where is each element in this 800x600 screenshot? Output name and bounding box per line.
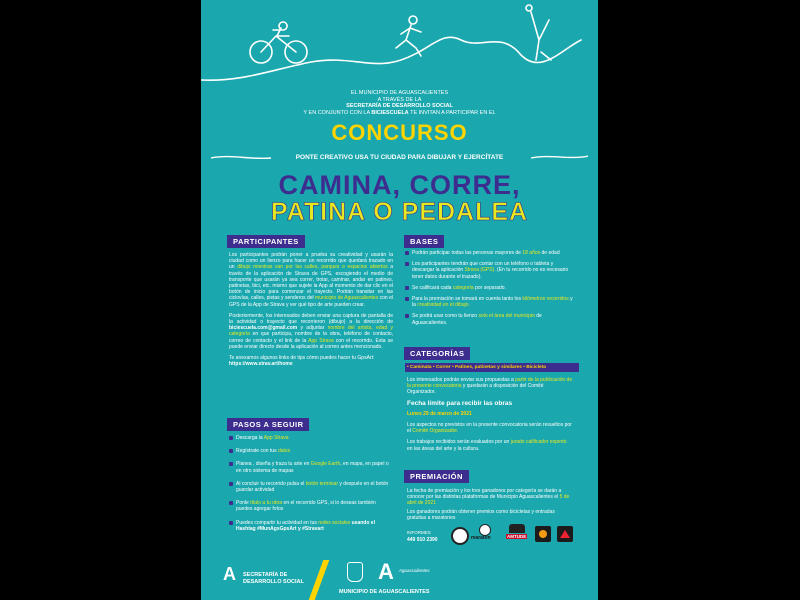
list-item (405, 296, 573, 308)
paso-text: Puedes compartir tu actividad en tus (236, 519, 319, 526)
list-item (229, 448, 393, 454)
list-item (405, 250, 573, 256)
paso-highlight: botón terminar (305, 480, 339, 487)
base-highlight: 18 años (522, 250, 541, 256)
contact-email[interactable]: biciescuela.com@gmail.com (229, 325, 298, 332)
participantes-text: con el recorrido. Esta se puede enviar directo desde la aplicación al correo antes mencionado. (229, 337, 393, 350)
footer-ags-text: Aguascalientes (399, 568, 430, 573)
paso-text: , en mapa, en papel o en otro sistema de mapas (236, 461, 389, 474)
intro-text (201, 90, 598, 116)
paso-highlight: datos (277, 448, 291, 455)
participantes-text: con el GPS de la App de Strava y ver qué tipo de arte pueden crear. (229, 295, 393, 308)
categorias-text: Los trabajos recibidos serán evaluados por un (407, 439, 511, 446)
base-highlight: creatividad en el dibujo. (417, 302, 470, 309)
paso-highlight: App Strava (263, 435, 289, 441)
footer-crest-icon (347, 562, 363, 582)
footer-municipio: MUNICIPIO DE AGUASCALIENTES (339, 589, 430, 595)
premiacion-body (407, 488, 573, 525)
paso-highlight: título a tu obra (250, 500, 283, 507)
pasos-list (229, 435, 393, 537)
participantes-highlight: dibujo mientras van por las calles, parques o espacios abiertos (237, 264, 388, 271)
paso-text: Planea , diseña y traza tu arte en (236, 461, 311, 468)
list-item (229, 435, 393, 441)
deadline-label: Fecha límite para recibir las obras (407, 399, 513, 407)
premiacion-text: La fecha de premiación y los tres ganadores por categoría se darán a conocer por las distintas plataformas de Municipio Aguascalientes el (407, 488, 562, 501)
base-text: y la (412, 296, 573, 309)
paso-highlight: redes sociales (318, 519, 351, 526)
base-text: Se calificará cada (412, 284, 453, 291)
footer-logo-a: A (223, 564, 236, 584)
paso-text: y después en el botón guardar actividad (236, 480, 389, 494)
sports-line-illustration (201, 0, 598, 90)
participantes-text: Podrán transitar en las ciclovías, calles, pistas y senderos del (229, 289, 394, 302)
informes-label: INFORMES (407, 530, 431, 535)
paso-text: Descarga la (236, 435, 264, 441)
participantes-text: Posteriormente, los interesados deben enviar una captura de pantalla de la actividad o trayecto que recorrieron (dibujo) a la dirección de (229, 312, 393, 326)
contest-title: CONCURSO (331, 120, 468, 145)
base-text: Los participantes tendrán que contar con un teléfono o tableta y descargar la aplicación (412, 261, 554, 274)
paso-text: Al concluir tu recorrido pulsa el (236, 480, 306, 487)
base-highlight: categoría (452, 284, 474, 291)
premiacion-text: Los ganadores podrán obtener premios como bicicletas y entradas gratuitas a maratones (407, 508, 555, 521)
list-item (405, 313, 573, 325)
deadline-date: Lunes 29 de marzo de 2021 (407, 410, 472, 417)
categorias-text: y quedarán a disposición del Comité Organizador. (407, 383, 544, 396)
categorias-text: Los aspectos no previstos en la presente convocatoria serán resueltos por el (407, 422, 572, 435)
footer-sec-line-2: DESARROLLO SOCIAL (243, 578, 304, 585)
participantes-body (229, 252, 393, 367)
subtitle: PONTE CREATIVO USA TU CIUDAD PARA DIBUJAR Y EJERCÍTATE (295, 154, 504, 161)
list-item (405, 261, 573, 280)
categorias-highlight: partir de la publicación de la presente convocatoria (407, 377, 573, 390)
categorias-text: en las áreas del arte y la cultura. (407, 445, 480, 452)
categorias-list: • Caminata • Correr • Patines, patinetas y similares • Bicicleta (405, 363, 579, 372)
base-text: por separado. (473, 284, 506, 291)
participantes-heading: PARTICIPANTES (227, 235, 305, 248)
intro-line-4b: BICIESCUELA (371, 109, 409, 116)
categorias-text: Los interesados podrán enviar sus propuestas a (407, 377, 516, 383)
participantes-text: Los participantes podrán poner a prueba su creatividad y usarán la ciudad como un lienzo para hacer un recorrido que quedará trazado en un (229, 252, 393, 271)
base-highlight: solo el área del municipio (478, 313, 535, 320)
strava-art-link[interactable]: https://www.strav.art/home (229, 361, 293, 368)
premiacion-heading: PREMIACIÓN (404, 470, 469, 483)
participantes-text: y adjuntar (297, 325, 328, 332)
footer-logo-a-2: A (378, 559, 394, 584)
participantes-text: a través de la aplicación de Strava de GPS, escogiendo el medio de transporte que usarán ya sea correr, trotar, caminar, andar en patines, patinetas, bici, etc. mismo que sujete la App al momento de dar clic en el botón de inicio para comenzar el trayecto. (229, 264, 394, 296)
headline-line-2: PATINA O PEDALEA (270, 198, 529, 226)
participantes-highlight: municipio de Aguascalientes (315, 295, 379, 302)
paso-highlight: Google Earth (310, 461, 341, 468)
amtude-icon (509, 524, 525, 533)
base-text: Se podrá usar como tu lienzo (412, 313, 479, 320)
base-text: de edad (540, 250, 560, 256)
paso-text: usando el Hashtag #MunAgsGpsArt y #Stravart (236, 519, 375, 532)
participantes-text: en que participa, nombre de la obra, teléfono de contacto, correo de contacto y el link de la (229, 331, 393, 344)
base-text: Para la premiación se tomará en cuenta tanto los (412, 296, 523, 303)
sponsor-logo-1 (451, 527, 469, 545)
informes-phone[interactable]: 449 910 2390 (407, 537, 438, 543)
participantes-highlight: App Strava (308, 337, 334, 344)
participantes-highlight: nombre del artista, edad y categoría (229, 325, 393, 338)
intro-line-4 (201, 110, 598, 117)
sponsor-logo-5 (557, 526, 573, 542)
base-text: Podrán participar todas las personas mayores de (412, 250, 523, 256)
intro-line-2: A TRAVÉS DE LA (377, 96, 422, 103)
categorias-body (407, 377, 573, 452)
base-highlight: Strava (GPS) (464, 267, 495, 274)
intro-line-4a: Y EN CONJUNTO CON LA (303, 109, 372, 116)
paso-text: Regístrate con tus (236, 448, 278, 455)
intro-line-3: SECRETARÍA DE DESARROLLO SOCIAL (346, 103, 453, 109)
poster (201, 0, 598, 600)
list-item (405, 285, 573, 291)
maraton-label: maraton (471, 535, 491, 541)
footer-sec-line-1: SECRETARÍA DE (243, 572, 288, 578)
categorias-heading: CATEGORÍAS (404, 347, 470, 360)
base-text: de Aguascalientes. (412, 313, 542, 326)
paso-text: Ponle (236, 500, 251, 507)
sponsor-logo-4 (535, 526, 551, 542)
headline-line-1: CAMINA, CORRE, (278, 170, 521, 200)
bases-heading: BASES (404, 235, 444, 248)
paso-text: en el recorrido GPS, si lo deseas también puedes agregar fotos (236, 500, 376, 513)
categorias-highlight: Comité Organizador. (412, 428, 459, 435)
base-text: . (En tu recorrido no es necesario tener datos durante el trazado). (412, 267, 569, 280)
footer-divider-stripe (309, 560, 330, 600)
amtude-label: AMTUDE (507, 534, 527, 539)
sponsor-logo-maraton (471, 524, 499, 542)
footer-secretaria (243, 572, 304, 585)
base-highlight: kilómetros recorridos (522, 296, 569, 303)
sponsor-logo-amtude (503, 524, 531, 542)
list-item (229, 461, 393, 473)
participantes-text: Te anexamos algunos links de tips cómo puedes hacer tu GpsArt: (229, 355, 375, 362)
list-item (229, 520, 393, 532)
premiacion-highlight: 5 de abril de 2021 (407, 494, 570, 507)
categorias-highlight: jurado calificador experto (510, 439, 567, 446)
pasos-heading: PASOS A SEGUIR (227, 418, 309, 431)
intro-line-1: EL MUNICIPIO DE AGUASCALIENTES (350, 90, 449, 96)
bases-list (405, 250, 573, 331)
list-item (229, 500, 393, 512)
intro-line-4c: TE INVITAN A PARTICIPAR EN EL (408, 109, 496, 116)
list-item (229, 481, 393, 493)
